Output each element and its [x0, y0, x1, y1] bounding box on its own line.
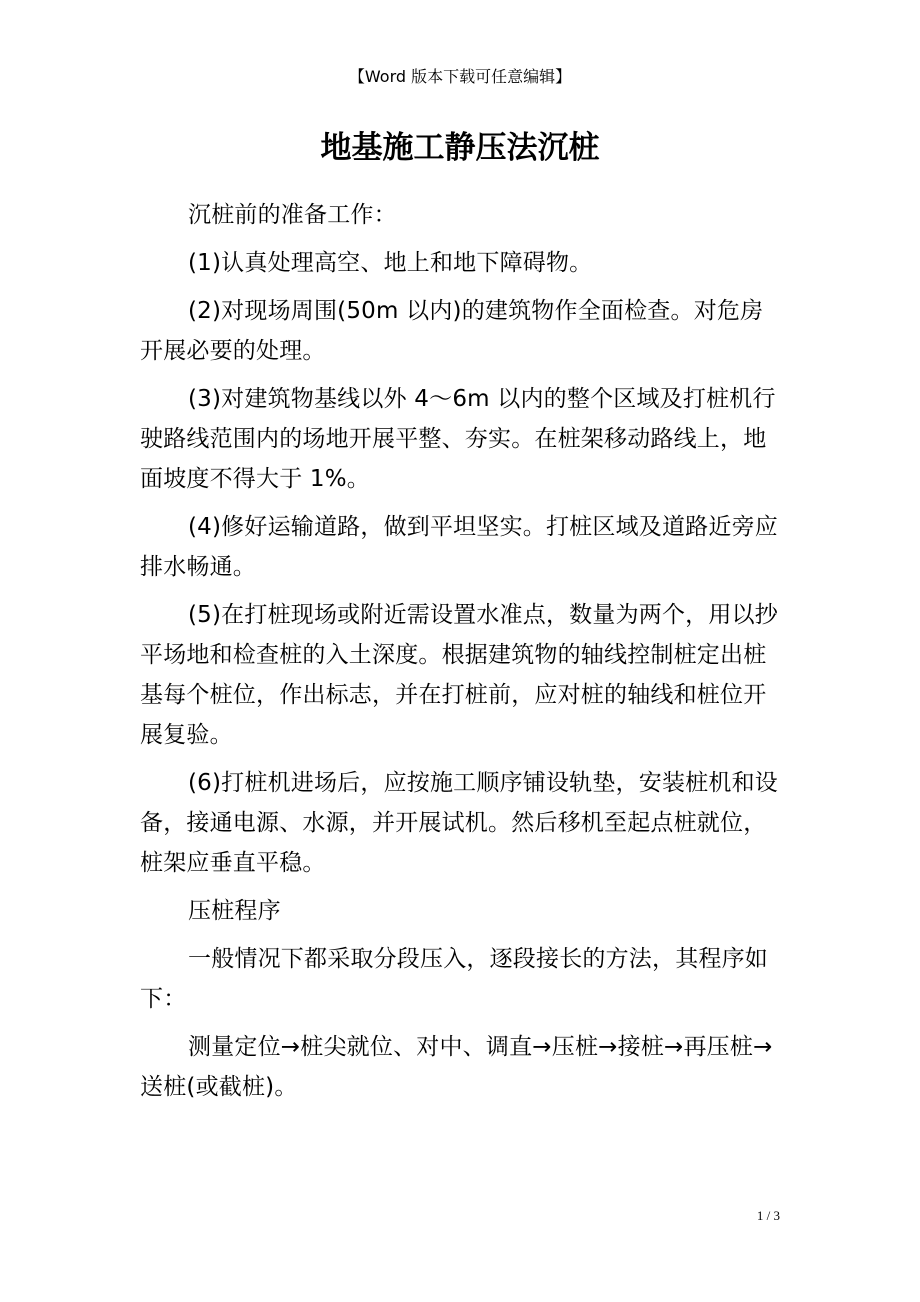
page-header: 【Word 版本下载可任意编辑】: [348, 67, 572, 86]
paragraph-item-5: (5)在打桩现场或附近需设置水准点，数量为两个，用以抄平场地和检查桩的入土深度。根据建筑物的轴线控制桩定出桩基每个桩位，作出标志，并在打桩前，应对桩的轴线和桩位开展复验。: [140, 602, 778, 748]
paragraph-item-1: (1)认真处理高空、地上和地下障碍物。: [188, 250, 593, 276]
paragraph-procedure-heading: 压桩程序: [188, 898, 281, 924]
paragraph-item-4: (4)修好运输道路，做到平坦坚实。打桩区域及道路近旁应排水畅通。: [140, 514, 778, 580]
paragraph-procedure-intro: 一般情况下都采取分段压入，逐段接长的方法，其程序如下：: [140, 946, 768, 1012]
paragraph-procedure-steps: 测量定位→桩尖就位、对中、调直→压桩→接桩→再压桩→送桩(或截桩)。: [140, 1034, 773, 1100]
paragraph-item-3: (3)对建筑物基线以外 4～6m 以内的整个区域及打桩机行驶路线范围内的场地开展平整、夯实。在桩架移动路线上，地面坡度不得大于 1%。: [140, 386, 776, 492]
paragraph-item-2: (2)对现场周围(50m 以内)的建筑物作全面检查。对危房开展必要的处理。: [140, 298, 764, 364]
page-number: 1 / 3: [756, 1208, 780, 1223]
document-body: [140, 195, 780, 1115]
paragraph-preparation-heading: 沉桩前的准备工作：: [188, 202, 397, 228]
document-title: 地基施工静压法沉桩: [320, 130, 600, 166]
paragraph-item-6: (6)打桩机进场后，应按施工顺序铺设轨垫，安装桩机和设备，接通电源、水源，并开展试机。然后移机至起点桩就位，桩架应垂直平稳。: [140, 770, 778, 876]
